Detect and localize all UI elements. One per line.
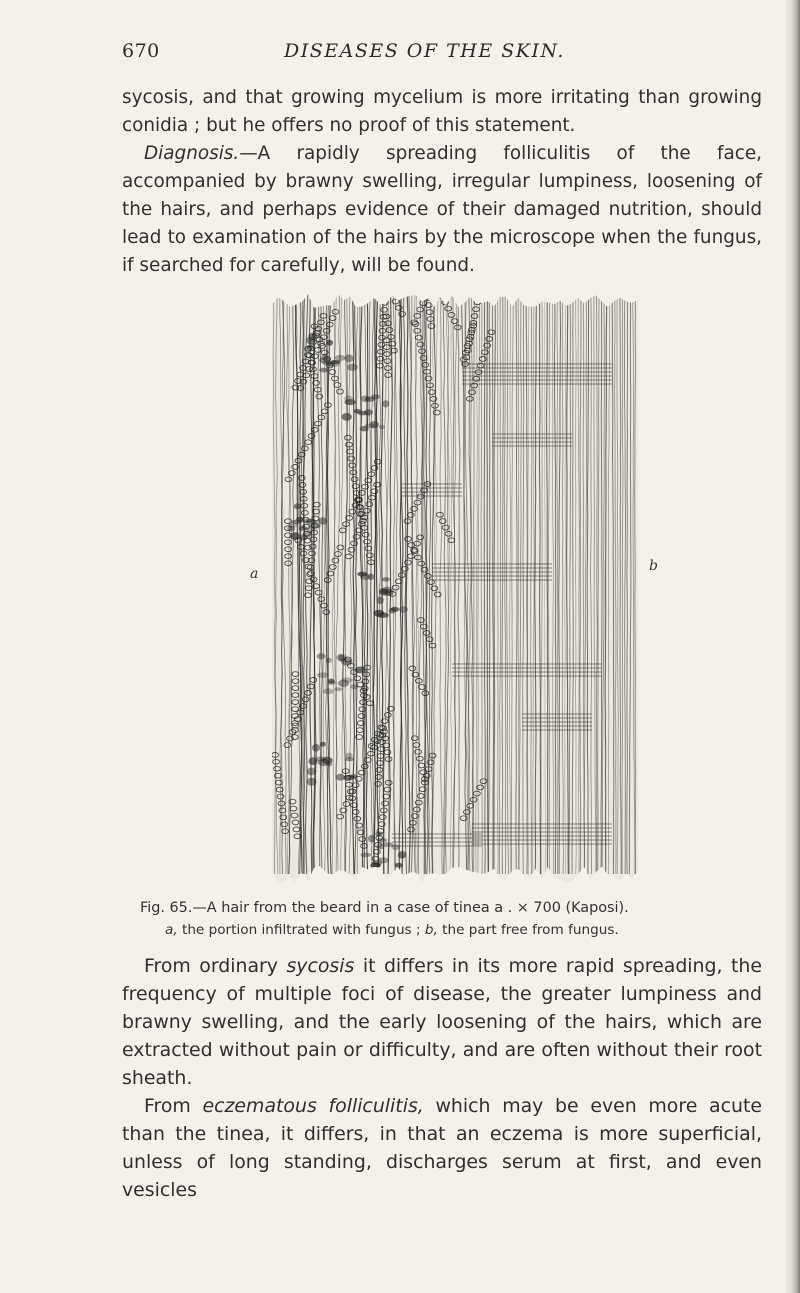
cluster-mark: [344, 395, 352, 402]
cluster-mark: [326, 340, 333, 346]
sycosis-text: it differs in its more rapid spreading, the frequency of multiple foci of disease, the greater lumpiness and brawny swelling, and the early loosening of the hairs, which are extracted without pain or difficulty, and are often without their root sheath.: [122, 955, 762, 1089]
cluster-mark: [350, 684, 359, 689]
caption-line-1: Fig. 65.—A hair from the beard in a case of tinea a . × 700 (Kaposi).: [140, 900, 629, 916]
fibre-line: [596, 294, 597, 874]
cluster-mark: [360, 853, 371, 857]
eczematous-text: which may be even more acute than the tinea, it differs, in that an eczema is more superficial, unless of long standing, discharges serum at first, and even vesicles: [122, 1095, 762, 1201]
caption-text-a: the portion infiltrated with fungus ;: [181, 922, 421, 938]
cluster-mark: [342, 413, 352, 421]
cluster-mark: [307, 778, 317, 786]
cluster-mark: [309, 757, 318, 765]
cluster-mark: [300, 534, 308, 540]
cluster-mark: [334, 687, 342, 691]
cluster-mark: [299, 526, 308, 531]
cluster-mark: [294, 503, 302, 509]
cluster-mark: [307, 345, 314, 350]
cluster-mark: [398, 852, 406, 858]
cluster-mark: [373, 610, 384, 617]
figure-label-a: a: [250, 566, 259, 582]
cluster-mark: [360, 426, 369, 431]
cluster-mark: [307, 768, 317, 776]
cluster-mark: [308, 333, 317, 340]
diagnosis-text: —A rapidly spreading folliculitis of the face, accompanied by brawny swelling, irregular lumpiness, loosening of the hairs, and perhaps evidence of their damaged nutrition, should lead to examination of the hairs by the microscope when the fungus, if searched for carefully, will be found.: [122, 143, 762, 276]
cluster-mark: [326, 762, 332, 767]
cluster-mark: [360, 574, 370, 580]
cluster-mark: [320, 742, 326, 747]
cluster-mark: [312, 744, 320, 752]
cluster-mark: [305, 518, 313, 523]
cluster-mark: [328, 679, 334, 684]
fibre-line: [498, 294, 499, 874]
cluster-mark: [377, 838, 387, 843]
cluster-mark: [323, 688, 334, 694]
running-head: DISEASES OF THE SKIN.: [284, 40, 565, 62]
cluster-mark: [344, 355, 353, 363]
cluster-mark: [368, 835, 375, 843]
cluster-mark: [296, 517, 304, 522]
cluster-mark: [379, 425, 385, 429]
cluster-mark: [347, 364, 358, 371]
cluster-mark: [336, 774, 345, 781]
cluster-mark: [287, 526, 295, 532]
cluster-mark: [345, 775, 355, 780]
hair-engraving: [272, 294, 638, 890]
cluster-mark: [317, 653, 326, 659]
page-number: 670: [122, 40, 160, 62]
paragraph-sycosis: [122, 952, 762, 1092]
cluster-mark: [319, 368, 329, 373]
cluster-mark: [354, 409, 361, 414]
cluster-mark: [290, 532, 300, 540]
cluster-mark: [399, 606, 408, 613]
cluster-mark: [365, 397, 375, 402]
paragraph-eczematous: [122, 1092, 762, 1204]
cluster-mark: [310, 524, 321, 529]
eczematous-term: eczematous folliculitis,: [202, 1095, 424, 1117]
cluster-mark: [330, 360, 341, 364]
body-text-top: [122, 84, 762, 280]
cluster-mark: [342, 677, 353, 682]
cluster-mark: [375, 831, 382, 836]
sycosis-start: From ordinary: [144, 955, 278, 977]
paragraph-diagnosis: [122, 140, 762, 280]
cluster-mark: [395, 863, 403, 868]
cluster-mark: [326, 658, 332, 664]
sycosis-term: sycosis: [286, 955, 355, 977]
caption-key-b: b,: [424, 922, 438, 938]
figure-hair-illustration: [272, 294, 638, 890]
cluster-mark: [382, 400, 389, 407]
caption-key-a: a,: [165, 922, 178, 938]
caption-text-b: the part free from fungus.: [442, 922, 619, 938]
page-header: [122, 40, 762, 70]
paragraph-continuation: sycosis, and that growing mycelium is more irritating than growing conidia ; but he offers no proof of this statement.: [122, 87, 762, 136]
cluster-mark: [391, 607, 399, 612]
page-edge-shadow: [786, 0, 800, 1293]
body-text-bottom: [122, 952, 762, 1204]
cluster-mark: [379, 588, 387, 594]
cluster-mark: [377, 596, 384, 604]
cluster-mark: [321, 354, 328, 360]
eczematous-start: From: [144, 1095, 191, 1117]
cluster-mark: [341, 658, 352, 666]
figure-caption: [140, 897, 760, 941]
cluster-mark: [391, 844, 400, 850]
cluster-mark: [317, 672, 329, 678]
cluster-mark: [318, 517, 327, 524]
cluster-mark: [355, 667, 366, 674]
figure-label-b: b: [649, 558, 658, 574]
cluster-mark: [382, 577, 390, 582]
caption-line-2: [165, 919, 760, 941]
cluster-mark: [345, 757, 354, 761]
diagnosis-heading: Diagnosis.: [144, 143, 240, 164]
